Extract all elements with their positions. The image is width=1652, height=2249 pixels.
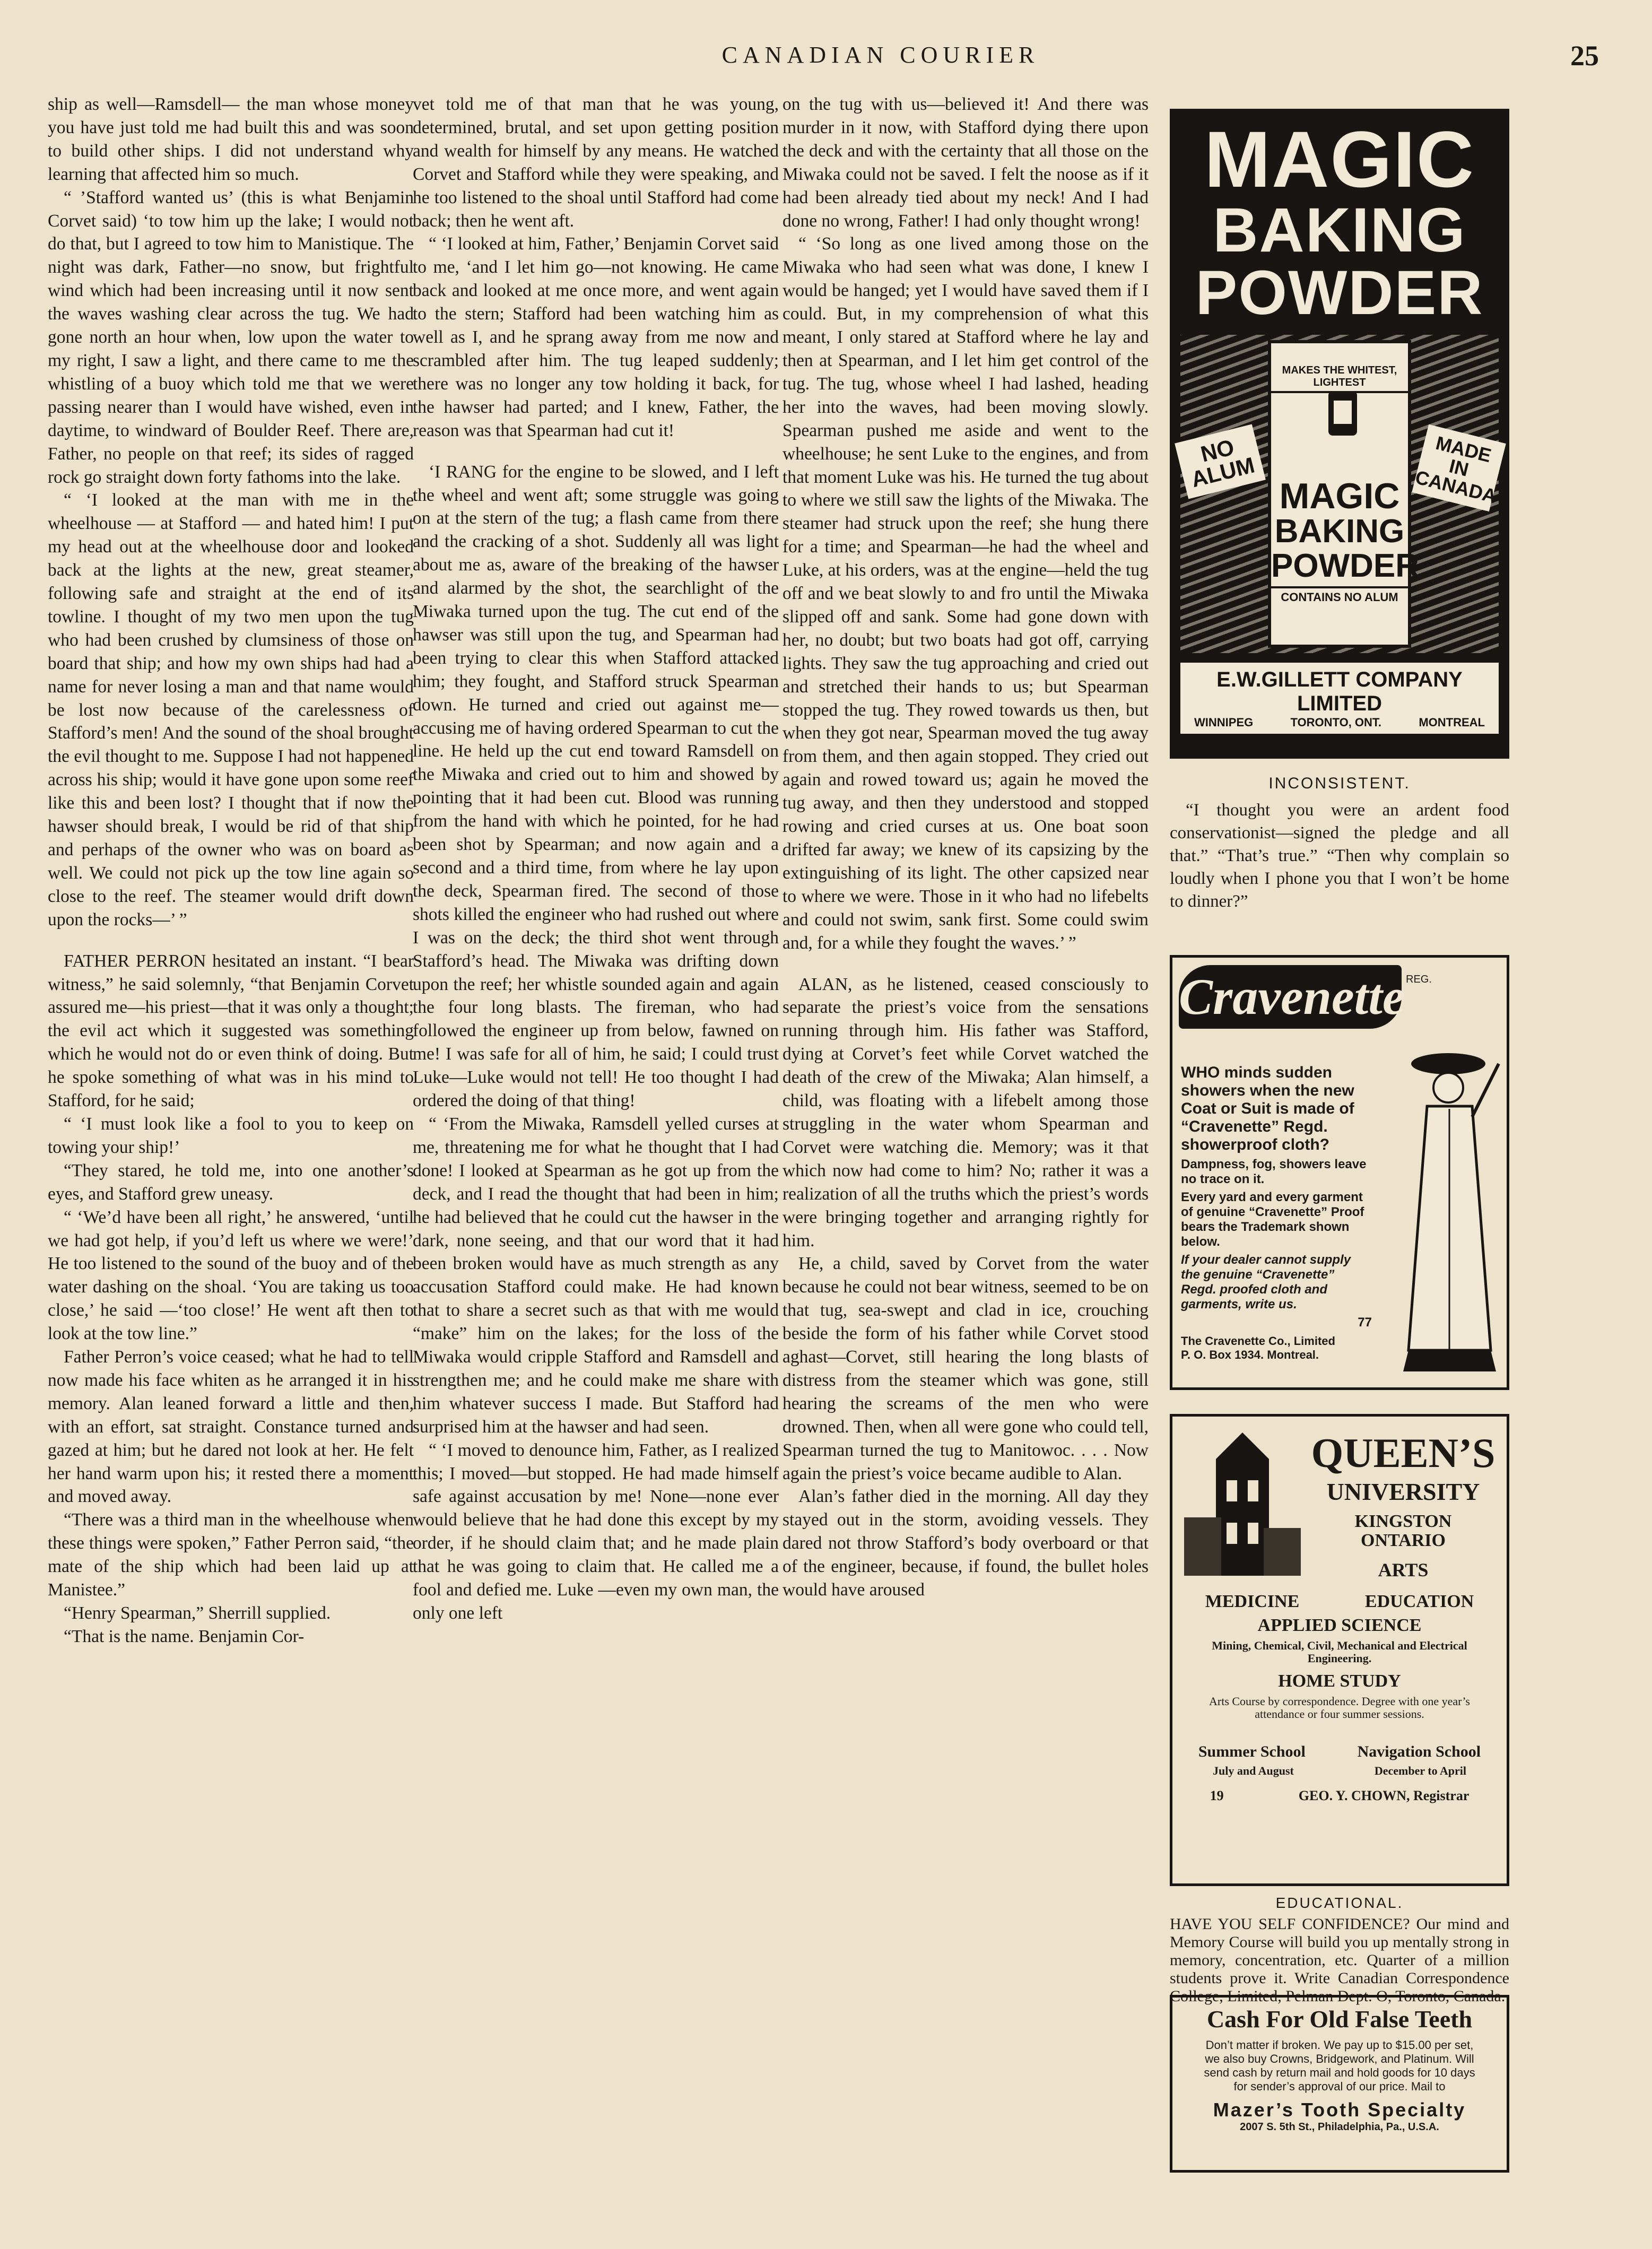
can-text: POWDER	[1271, 548, 1419, 585]
university-tower-icon	[1184, 1427, 1301, 1581]
paragraph: Alan’s father died in the morning. All day they stayed out in the storm, avoiding vessels. They dared not throw Stafford’s body overboard or that of the engineer, because, if found, the bullet holes would have aroused	[782, 1487, 1149, 1600]
paragraph: “There was a third man in the wheelhouse when these things were spoken,” Father Perron said, “the mate of the ship which had been laid up at Manistee.”	[48, 1510, 414, 1600]
magic-company	[1180, 663, 1499, 734]
can-text: BAKING	[1274, 513, 1405, 550]
paragraph: ship as well—Ramsdell— the man whose money you have just told me had built this and was soon to build other ships. I did not understand why learning that affected him so much.	[48, 94, 414, 184]
classified-text: HAVE YOU SELF CONFIDENCE? Our mind and Memory Course will build you up mentally strong in memory, concentration, etc. Quarter of a million students prove it. Write Canadian Correspondence College, Limited, Pelman Dept. O, Toronto, Canada.	[1170, 1915, 1509, 2005]
company-address: P. O. Box 1934. Montreal.	[1181, 1348, 1319, 1361]
paragraph: “Henry Spearman,” Sherrill supplied.	[64, 1603, 331, 1623]
no-alum-banner: NO ALUM	[1175, 424, 1266, 499]
paragraph: “ ‘I looked at the man with me in the wheelhouse — at Stafford — and hated him! I put my head out at the wheelhouse door and looked back at the lights at the new, great steamer, following safe and straight at the end of its towline. I thought of my two men upon the tug who had been crushed by clumsiness of those on board that ship; and how my own ships had had a name for never losing a man and that name would be lost now because of the carelessness of Stafford’s men! And the sound of the shoal brought the evil thought to me. Suppose I had not happened across his ship; would it have gone upon some reef like this and been lost? I thought that if now the hawser should break, I would be rid of that ship and perhaps of the owner who was on board as well. We could not pick up the tow line again so close to the reef. The steamer would drift down upon the rocks—’ ”	[48, 490, 414, 930]
university-name: QUEEN’S	[1311, 1430, 1496, 1476]
can-text: MAGIC	[1279, 476, 1400, 516]
company-name: The Cravenette Co., Limited	[1181, 1334, 1335, 1348]
magic-baking-powder-ad	[1170, 109, 1509, 759]
cravenette-logo: Cravenette	[1179, 965, 1402, 1029]
woman-in-coat-icon	[1385, 1032, 1504, 1382]
cravenette-company	[1181, 1334, 1335, 1362]
paragraph: ‘I RANG for the engine to be slowed, and I left the wheel and went aft; some struggle was going on at the stern of the tug; a flash came from there and the cracking of a shot. Suddenly all was light about me as, aware of the breaking of the hawser and alarmed by the shot, the searchlight of the Miwaka turned upon the tug. The cut end of the hawser was still upon the tug, and Spearman had been trying to clear this when Stafford attacked him; they fought, and Stafford struck Spearman down. He turned and cried out against me—accusing me of having ordered Spearman to cut the line. He held up the cut end toward Ramsdell on the Miwaka and cried out to him and showed by pointing that it had been cut. Blood was running from the hand with which he pointed, for he had been shot by Spearman; and now again and a second and a third time, from where he lay upon the deck, Spearman fired. The second of those shots killed the engineer who had rushed out where I was on the deck; the third shot went through Stafford’s head. The Miwaka was drifting down upon the reef; her whistle sounded again and again the four long blasts. The fireman, who had followed the engineer up from below, fawned on me! I was safe for all of him, he said; I could trust Luke—Luke would not tell! He too thought I had ordered the doing of that thing!	[413, 462, 779, 1111]
company-name: E.W.GILLETT COMPANY LIMITED	[1216, 668, 1463, 715]
company-cities	[1180, 716, 1499, 730]
faculty-applied-science: APPLIED SCIENCE	[1257, 1616, 1422, 1635]
paragraph: “They stared, he told me, into one another’s eyes, and Stafford grew uneasy.	[48, 1160, 414, 1204]
university-word: UNIVERSITY	[1326, 1478, 1480, 1505]
city: TORONTO, ONT.	[1290, 716, 1382, 729]
magic-title-line: MAGIC	[1204, 115, 1475, 204]
paragraph: “That is the name. Benjamin Cor-	[64, 1626, 305, 1646]
paragraph: “ ‘From the Miwaka, Ramsdell yelled curses at me, threatening me for what he thought that I had done! I looked at Spearman as he got up from the deck, and I read the thought that had been in him; he had believed that he could cut the hawser in the dark, none seeing, and that our word that it had been broken would have as much strength as any accusation Stafford could make. He had known that to share a secret such as that with me would “make” him on the lakes; for the loss of the Miwaka would cripple Stafford and Ramsdell and strengthen me; and he could make me share with him whatever success I made. But Stafford had surprised him at the hawser and had seen.	[413, 1114, 779, 1437]
paragraph: “ ‘I looked at him, Father,’ Benjamin Corvet said to me, ‘and I let him go—not knowing. He came back and looked at me once more, and went again to the stern; Stafford had been watching him as well as I, and he sprang away from me now and scrambled after him. The tug leaped suddenly; there was no longer any tow holding it back, for the hawser had parted; and I knew, Father, the reason was that Spearman had cut it!	[413, 234, 779, 440]
inconsistent-item	[1170, 772, 1509, 913]
story-column-3	[782, 93, 1149, 2178]
paragraph: “ ‘So long as one lived among those on the Miwaka who had seen what was done, I knew I would be hanged; yet I would have saved them if I could. But, in my comprehension of what this meant, I only stared at Stafford where he lay and then at Spearman, and I let him get control of the tug. The tug, whose wheel I had lashed, heading her into the waves, had been moving slowly. Spearman pushed me aside and went to the wheelhouse; he sent Luke to the engines, and from that moment Luke was his. He turned the tug about to where we still saw the lights of the Miwaka. The steamer had struck upon the reef; she hung there for a time; and Spearman—he had the wheel and Luke, at his orders, was at the engine—held the tug off and we beat slowly to and fro until the Miwaka slipped off and sank. Some had gone down with her, no doubt; but two boats had got off, carrying lights. They saw the tug approaching and cried out and stretched their hands to us; but Spearman stopped the tug. They rowed towards us then, but when they got near, Spearman moved the tug away from them, and then again stopped. They cried out again and rowed toward us; again he moved the tug away, and then they understood and stopped rowing and cried curses at us. One boat soon drifted far away; we knew of its capsizing by the extinguishing of its light. The other capsized near to where we were. Those in it who had no lifebelts and could not swim, sank first. Some could swim and, for a while they fought the waves.’ ”	[782, 234, 1149, 953]
magic-title-line: POWDER	[1195, 258, 1484, 328]
classified-title: EDUCATIONAL.	[1275, 1895, 1404, 1911]
page-number: 25	[1570, 40, 1599, 72]
city: MONTREAL	[1419, 716, 1485, 729]
can-emblem-icon	[1319, 380, 1367, 444]
year: 19	[1210, 1788, 1224, 1803]
cravenette-line: If your dealer cannot supply the genuine “Cravenette” Regd. proofed cloth and garments, write us.	[1181, 1253, 1351, 1312]
faculty-arts: ARTS	[1378, 1559, 1429, 1581]
cravenette-line: Every yard and every garment of genuine “Cravenette” Proof bears the Trademark shown below.	[1181, 1190, 1364, 1249]
engineering-list: Mining, Chemical, Civil, Mechanical and Electrical Engineering.	[1212, 1639, 1467, 1665]
city: WINNIPEG	[1194, 716, 1254, 729]
paragraph: vet told me of that man that he was young, determined, brutal, and set upon getting position and wealth for himself by any means. He watched Corvet and Stafford while they were speaking, and he too listened to the shoal until Stafford had come back; then he went aft.	[413, 94, 779, 231]
summer-dates: July and August	[1213, 1764, 1294, 1777]
magic-title-line: BAKING	[1213, 195, 1466, 265]
item-title: INCONSISTENT.	[1268, 775, 1411, 792]
university-location	[1308, 1512, 1499, 1550]
story-column-1	[48, 93, 414, 2178]
page-header	[0, 41, 1652, 84]
paragraph: “ ‘We’d have been all right,’ he answered, ‘until we had got help, if you’d left us where we were!’ He too listened to the sound of the buoy and of the water dashing on the shoal. ‘You are taking us too close,’ he said —‘too close!’ He went aft then to look at the tow line.”	[48, 1207, 414, 1344]
paragraph: “ ‘I moved to denounce him, Father, as I realized this; I moved—but stopped. He had made himself safe against accusation by me! None—none ever would believe that he had done this except by my order, if he should claim that; and he made plain that he was going to claim that. He called me a fool and defied me. Luke —even my own man, the only one left	[413, 1440, 779, 1623]
cravenette-line: Dampness, fog, showers leave no trace on it.	[1181, 1157, 1367, 1186]
paragraph: He, a child, saved by Corvet from the water because he could not bear witness, seemed to be on that tug, sea-swept and clad in ice, crouching beside the form of his father while Corvet stood aghast—Corvet, still hearing the long blasts of distress from the steamer which was gone, still hearing the screams of the men who were drowned. Then, when all were gone who could tell, Spearman turned the tug to Manitowoc. . . . Now again the priest’s voice became audible to Alan.	[782, 1254, 1149, 1483]
cravenette-ad	[1170, 955, 1509, 1390]
educational-classified	[1170, 1894, 1509, 2005]
item-text: “I thought you were an ardent food conservationist—signed the pledge and all that.” “That’s true.” “Then why complain so loudly when I phone you that I won’t be home to dinner?”	[1170, 801, 1509, 911]
arts-course: Arts Course by correspondence. Degree with one year’s attendance or four summer sessions.	[1209, 1695, 1470, 1721]
false-teeth-ad	[1170, 1995, 1509, 2173]
cravenette-code: 77	[1358, 1315, 1372, 1330]
cravenette-headline: WHO minds sudden showers when the new Coat or Suit is made of “Cravenette” Regd. showerproof cloth?	[1181, 1064, 1354, 1153]
paragraph: FATHER PERRON hesitated an instant. “I bear witness,” he said solemnly, “that Benjamin Corvet assured me—his priest—that it was only a thought; the evil act which it suggested was something which he would not do or even think of doing. But he spoke something of what was in his mind to Stafford, for he said;	[48, 951, 414, 1111]
city: KINGSTON	[1354, 1512, 1452, 1531]
cravenette-copy	[1181, 1064, 1372, 1330]
faculty-education: EDUCATION	[1364, 1592, 1474, 1611]
story-column-2	[413, 93, 779, 2178]
paragraph: Father Perron’s voice ceased; what he had to tell now made his face whiten as he arranged it in his memory. Alan leaned forward a little and then, with an effort, sat straight. Constance turned and gazed at him; but he dared not look at her. He felt her hand warm upon his; it rested there a moment and moved away.	[48, 1347, 414, 1507]
navigation-school: Navigation School	[1357, 1743, 1481, 1760]
paragraph: ALAN, as he listened, ceased consciously to separate the priest’s voice from the sensations running through him. His father was Stafford, dying at Corvet’s feet while Corvet watched the death of the crew of the Miwaka; Alan himself, a child, was floating with a lifebelt among those struggling in the water whom Spearman and Corvet were watching die. Memory; was it that which now had come to him? No; rather it was a realization of all the truths which the priest’s words were bringing together and arranging rightly for him.	[782, 974, 1149, 1251]
queens-university-ad	[1170, 1414, 1509, 1886]
registrar-row	[1172, 1788, 1507, 1804]
teeth-body: Don’t matter if broken. We pay up to $15.00 per set, we also buy Crowns, Bridgework, and Platinum. Will send cash by return mail and hold goods for 10 days for sender’s approval of our price. Mail to	[1204, 2038, 1475, 2093]
paragraph: “ ’Stafford wanted us’ (this is what Benjamin Corvet said) ‘to tow him up the lake; I would not do that, but I agreed to tow him to Manistique. The night was dark, Father—no snow, but frightful wind which had been increasing until it now sent the waves washing clear across the tug. We had gone north an hour when, low upon the water to my right, I saw a light, and there came to me the whistling of a buoy which told me that we were passing nearer than I would have wished, even in daytime, to windward of Boulder Reef. There are, Father, no people on that reef; its sides of ragged rock go straight down forty fathoms into the lake.	[48, 187, 414, 487]
can-no-alum: CONTAINS NO ALUM	[1271, 586, 1408, 604]
teeth-headline: Cash For Old False Teeth	[1206, 2005, 1473, 2033]
navigation-dates: December to April	[1374, 1764, 1466, 1777]
magic-can-illustration	[1180, 335, 1499, 653]
registrar: GEO. Y. CHOWN, Registrar	[1298, 1788, 1470, 1803]
paragraph: “ ‘I must look like a fool to you to keep on towing your ship!’	[48, 1114, 414, 1157]
can-tagline: MAKES THE WHITEST, LIGHTEST	[1271, 364, 1408, 393]
faculty-medicine: MEDICINE	[1205, 1592, 1300, 1611]
running-head: CANADIAN COURIER	[721, 42, 1040, 68]
made-in-canada-banner: MADE IN CANADA	[1412, 424, 1506, 511]
paragraph: on the tug with us—believed it! And there was murder in it now, with Stafford dying there upon the deck and with the certainty that all those on the Miwaka could not be saved. I felt the noose as if it had been already tied about my neck! And I had done no wrong, Father! I had only thought wrong!	[782, 94, 1149, 231]
teeth-address: 2007 S. 5th St., Philadelphia, Pa., U.S.A.	[1240, 2121, 1439, 2133]
schools-row	[1172, 1743, 1507, 1761]
magic-title	[1180, 115, 1499, 328]
reg-mark: REG.	[1406, 974, 1432, 985]
faculty-row	[1172, 1592, 1507, 1612]
baking-powder-can	[1268, 340, 1419, 648]
teeth-company: Mazer’s Tooth Specialty	[1213, 2099, 1466, 2121]
home-study: HOME STUDY	[1278, 1671, 1401, 1691]
summer-school: Summer School	[1198, 1743, 1306, 1760]
province: ONTARIO	[1361, 1531, 1446, 1550]
school-dates-row	[1172, 1764, 1507, 1778]
